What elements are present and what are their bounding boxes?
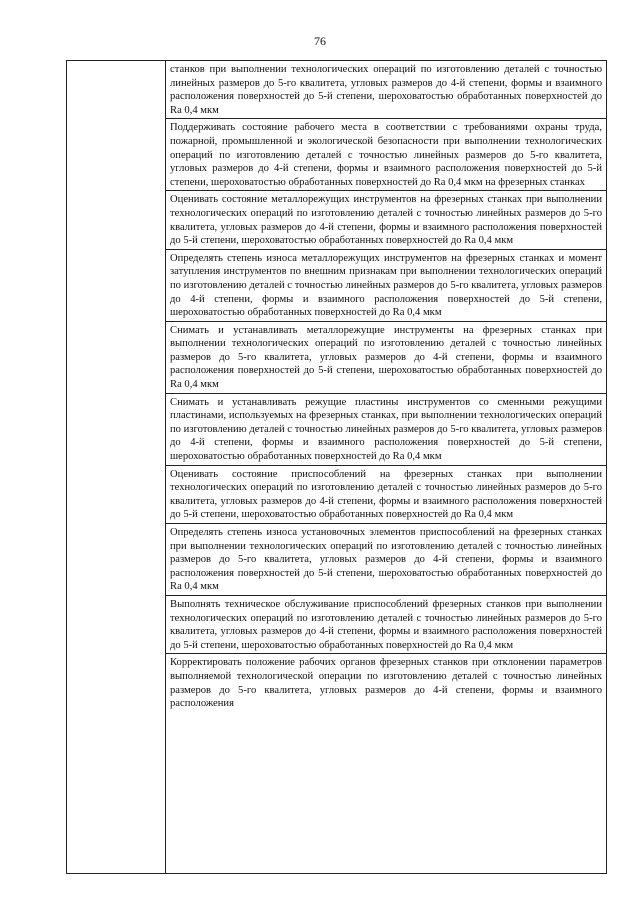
skill-item: Снимать и устанавливать металлорежущие инструменты на фрезерных станках при выполнении технологических операций по изготовлению деталей с точностью линейных размеров до 5-го квалитета, угловых размеров до 4-й степени, формы и взаимного расположения поверхностей до 5-й степени, шероховатостью обработанных поверхностей до Ra 0,4 мкм [166,322,606,394]
skill-item: Оценивать состояние металлорежущих инструментов на фрезерных станках при выполнении технологических операций по изготовлению деталей с точностью линейных размеров до 5-го квалитета, угловых размеров до 4-й степени, формы и взаимного расположения поверхностей до 5-й степени, шероховатостью обработанных поверхностей до Ra 0,4 мкм [166,191,606,249]
skill-item: Корректировать положение рабочих органов фрезерных станков при отклонении параметров выполняемой технологической операции по изготовлению деталей с точностью линейных размеров до 5-го квалитета, угловых размеров до 4-й степени, формы и взаимного расположения [170,657,602,710]
page-number: 76 [314,34,326,48]
skill-item: станков при выполнении технологических операций по изготовлению деталей с точностью линейных размеров до 5-го квалитета, угловых размеров до 4-й степени, формы и взаимного расположения поверхностей до 5-й степени, шероховатостью обработанных поверхностей до Ra 0,4 мкм [166,61,606,119]
skill-item: Определять степень износа установочных элементов приспособлений на фрезерных станках при выполнении технологических операций по изготовлению деталей с точностью линейных размеров до 5-го квалитета, угловых размеров до 4-й степени, формы и взаимного расположения поверхностей до 5-й степени, шероховатостью обработанных поверхностей до Ra 0,4 мкм [166,524,606,596]
skill-item: Оценивать состояние приспособлений на фрезерных станках при выполнении технологических операций по изготовлению деталей с точностью линейных размеров до 5-го квалитета, угловых размеров до 4-й степени, формы и взаимного расположения поверхностей до 5-й степени, шероховатостью обработанных поверхностей до Ra 0,4 мкм [166,466,606,524]
skill-item: Поддерживать состояние рабочего места в соответствии с требованиями охраны труда, пожарной, промышленной и экологической безопасности при выполнении технологических операций по изготовлению деталей с точностью линейных размеров до 5-го квалитета, угловых размеров до 4-й степени, формы и взаимного расположения поверхностей до 5-й степени, шероховатостью обработанных поверхностей до Ra 0,4 мкм на фрезерных станках [166,119,606,191]
skill-item: Выполнять техническое обслуживание приспособлений фрезерных станков при выполнении технологических операций по изготовлению деталей с точностью линейных размеров до 5-го квалитета, угловых размеров до 4-й степени, формы и взаимного расположения поверхностей до 5-й степени, шероховатостью обработанных поверхностей до Ra 0,4 мкм [166,596,606,654]
skill-item: Определять степень износа металлорежущих инструментов на фрезерных станках и момент затупления инструментов по внешним признакам при выполнении технологических операций по изготовлению деталей с точностью линейных размеров до 5-го квалитета, угловых размеров до 4-й степени, формы и взаимного расположения поверхностей до 5-й степени, шероховатостью обработанных поверхностей до Ra 0,4 мкм [166,250,606,322]
skills-cell [166,61,607,874]
empty-left-cell [67,61,166,874]
skill-item: Снимать и устанавливать режущие пластины инструментов со сменными режущими пластинами, используемых на фрезерных станках, при выполнении технологических операций по изготовлению деталей с точностью линейных размеров до 5-го квалитета, угловых размеров до 4-й степени, формы и взаимного расположения поверхностей до 5-й степени, шероховатостью обработанных поверхностей до Ra 0,4 мкм [166,394,606,466]
requirements-table [66,60,607,874]
